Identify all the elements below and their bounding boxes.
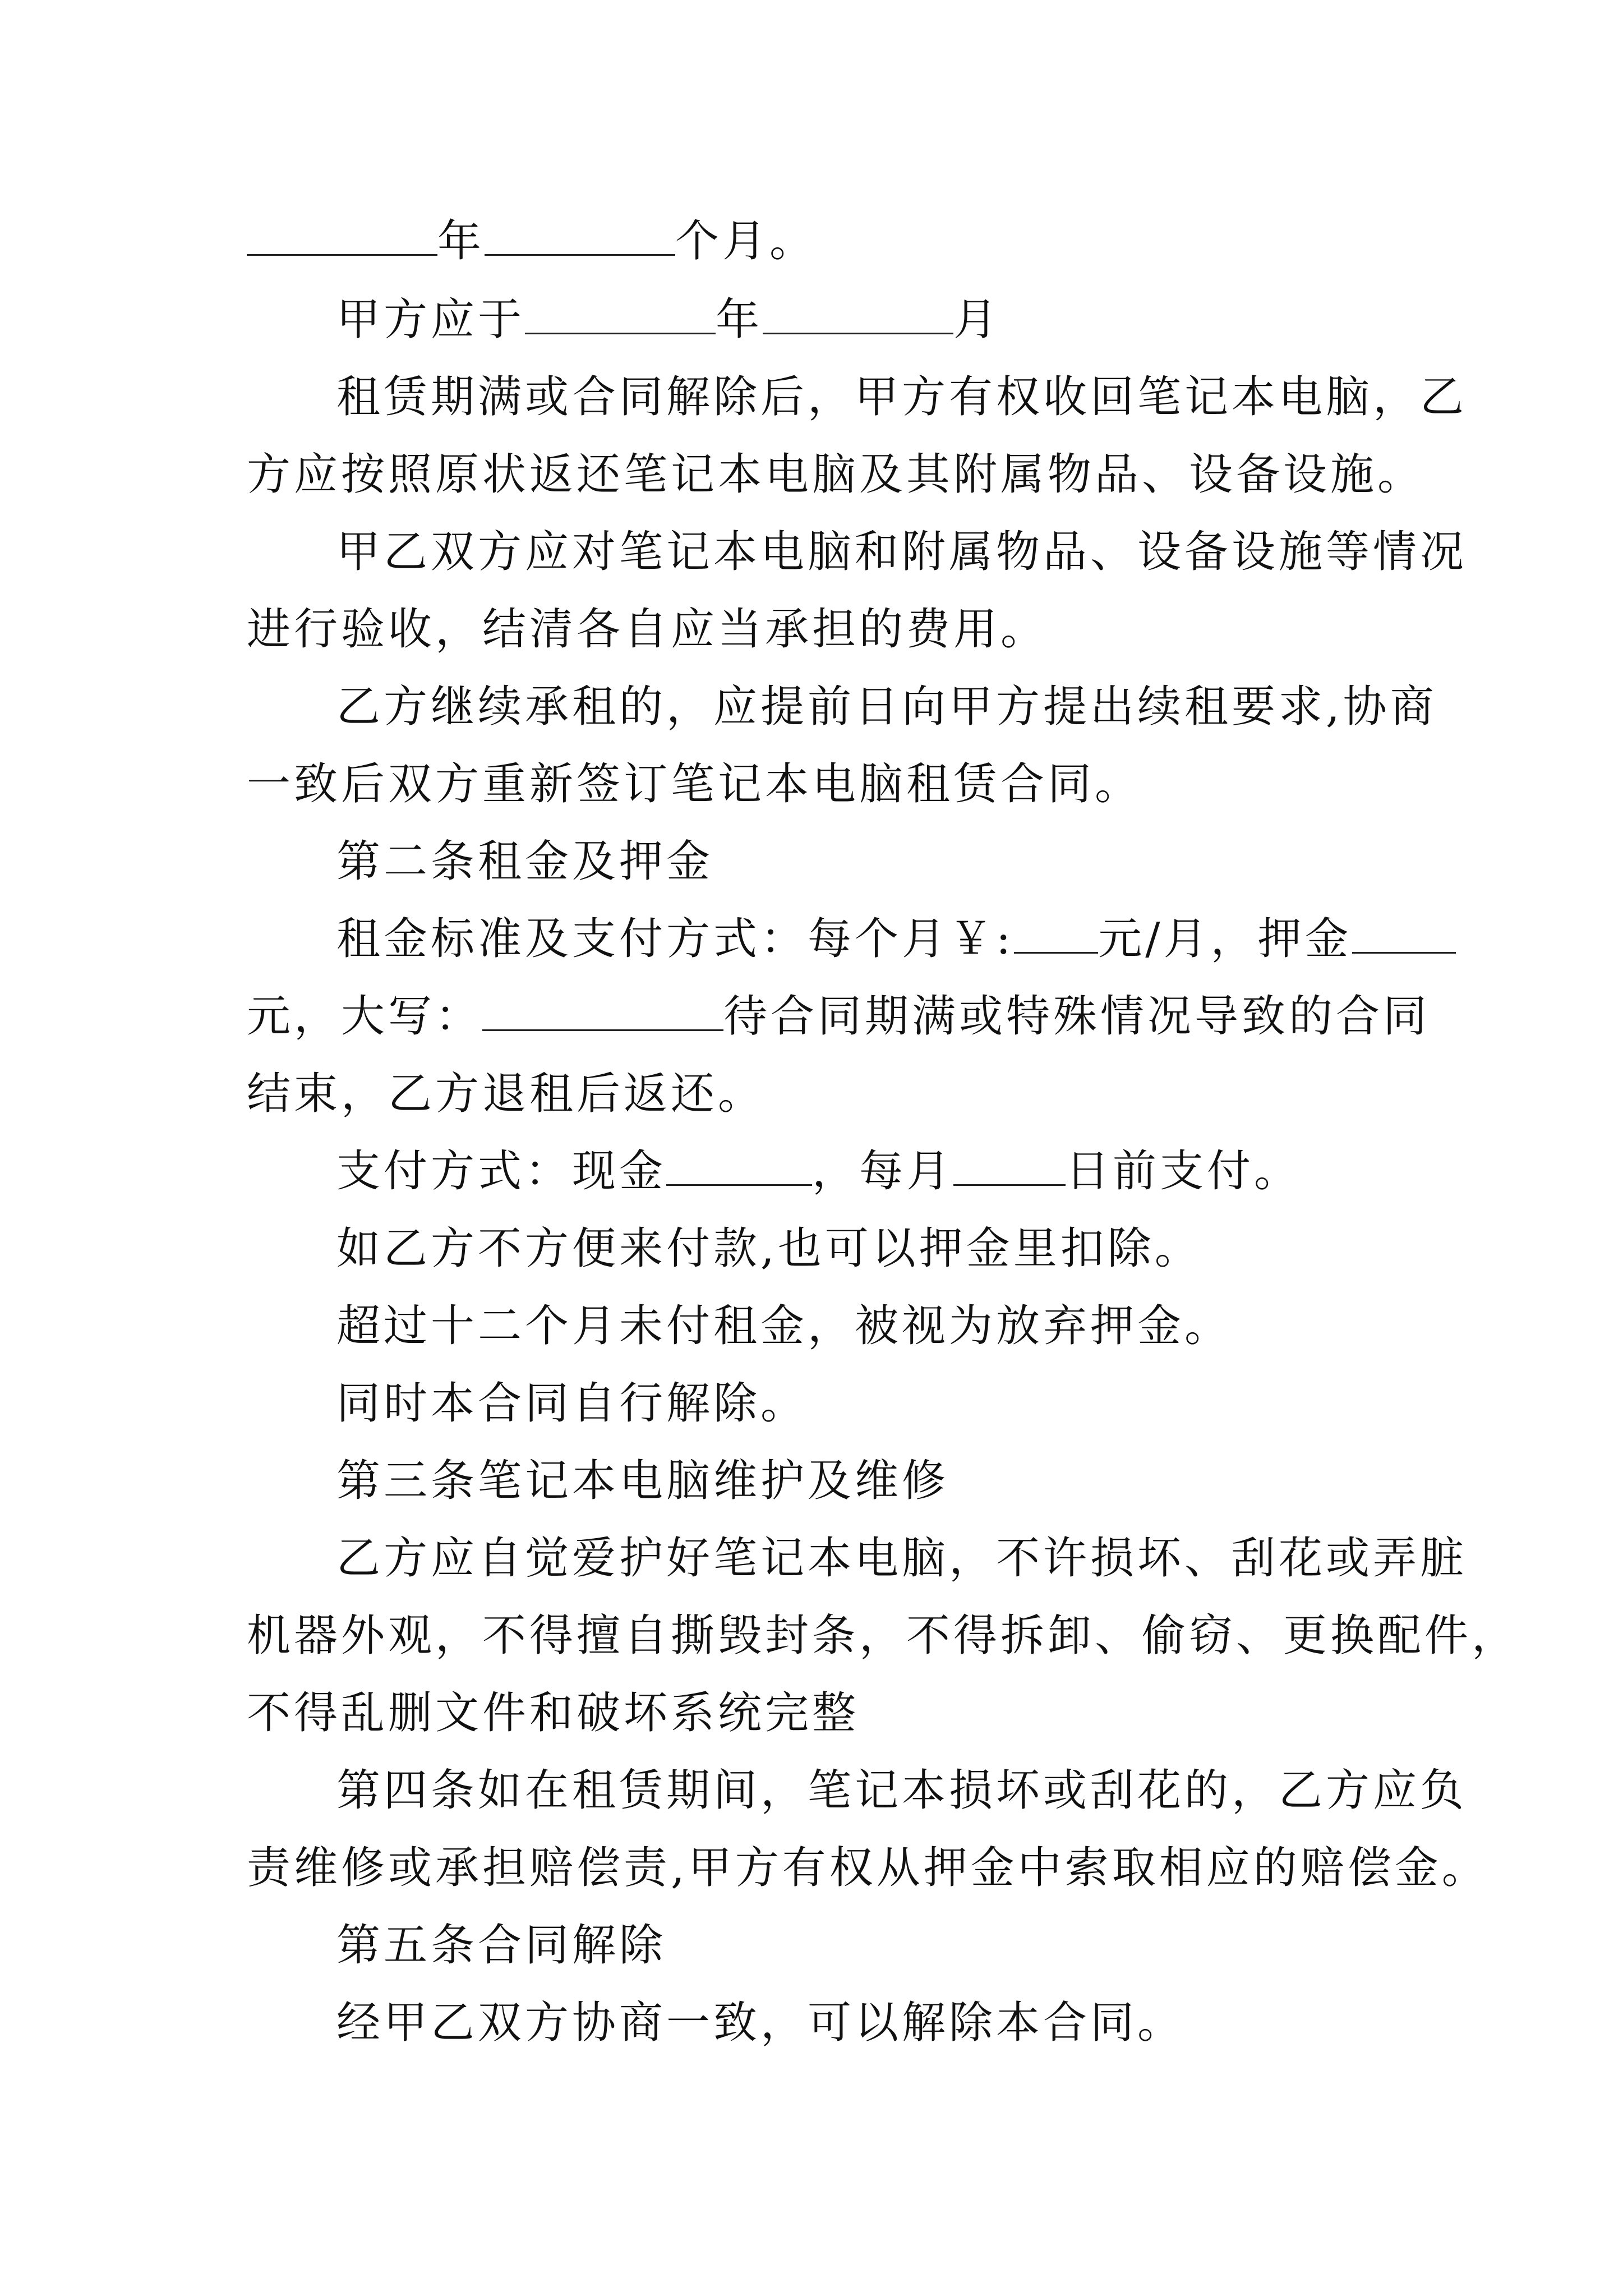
fill-blank bbox=[1352, 912, 1456, 954]
text-segment: ，每月 bbox=[812, 1146, 954, 1197]
section-heading: 第二条租金及押金 bbox=[336, 836, 714, 887]
text-line: 结束，乙方退租后返还。 bbox=[247, 1069, 766, 1119]
text-line bbox=[336, 1143, 1402, 1199]
text-line: 责维修或承担赔偿责,甲方有权从押金中索取相应的赔偿金。 bbox=[247, 1843, 1489, 1893]
text-line: 第四条如在租赁期间，笔记本损坏或刮花的，乙方应负 bbox=[336, 1765, 1468, 1816]
text-line bbox=[247, 988, 1431, 1045]
text-segment: 日前支付。 bbox=[1066, 1146, 1302, 1197]
text-line: 如乙方不方便来付款,也可以押金里扣除。 bbox=[336, 1223, 1202, 1274]
fill-blank bbox=[485, 214, 675, 256]
text-line: 甲乙双方应对笔记本电脑和附属物品、设备设施等情况 bbox=[336, 527, 1468, 577]
text-segment: 支付方式：现金 bbox=[336, 1146, 667, 1197]
text-line: 同时本合同自行解除。 bbox=[336, 1378, 808, 1429]
fill-blank bbox=[247, 214, 437, 256]
text-line: 进行验收，结清各自应当承担的费用。 bbox=[247, 604, 1048, 655]
text-segment: 月 bbox=[953, 295, 1001, 345]
text-line bbox=[247, 213, 1402, 269]
text-segment: 租金标准及支付方式：每个月￥: bbox=[336, 914, 1015, 964]
text-line: 方应按照原状返还笔记本电脑及其附属物品、设备设施。 bbox=[247, 449, 1425, 500]
fill-blank bbox=[525, 292, 716, 334]
fill-blank bbox=[482, 989, 723, 1031]
text-line: 机器外观，不得擅自撕毁封条，不得拆卸、偷窃、更换配件， bbox=[247, 1611, 1519, 1661]
text-line: 乙方应自觉爱护好笔记本电脑，不许损坏、刮花或弄脏 bbox=[336, 1533, 1468, 1584]
text-segment: 年 bbox=[716, 295, 763, 345]
text-segment: 元，大写： bbox=[247, 991, 483, 1042]
text-line: 租赁期满或合同解除后，甲方有权收回笔记本电脑，乙 bbox=[336, 372, 1468, 422]
text-segment: 个月。 bbox=[675, 216, 817, 266]
text-line: 不得乱删文件和破坏系统完整 bbox=[247, 1688, 860, 1738]
text-segment: 待合同期满或特殊情况导致的合同 bbox=[723, 991, 1431, 1042]
section-heading: 第三条笔记本电脑维护及维修 bbox=[336, 1456, 949, 1506]
text-line: 一致后双方重新签订笔记本电脑租赁合同。 bbox=[247, 759, 1142, 809]
text-segment: 甲方应于 bbox=[336, 295, 525, 345]
text-line bbox=[336, 292, 1402, 348]
text-segment: 元/月，押金 bbox=[1098, 914, 1352, 964]
text-line bbox=[336, 911, 1402, 967]
fill-blank bbox=[1014, 912, 1098, 954]
text-segment: 年 bbox=[437, 216, 485, 266]
fill-blank bbox=[763, 292, 953, 334]
fill-blank bbox=[953, 1144, 1066, 1186]
fill-blank bbox=[666, 1144, 812, 1186]
text-line: 经甲乙双方协商一致，可以解除本合同。 bbox=[336, 1998, 1185, 2048]
text-line: 超过十二个月未付租金，被视为放弃押金。 bbox=[336, 1301, 1232, 1351]
section-heading: 第五条合同解除 bbox=[336, 1920, 667, 1971]
text-line: 乙方继续承租的，应提前日向甲方提出续租要求,协商 bbox=[336, 682, 1437, 732]
